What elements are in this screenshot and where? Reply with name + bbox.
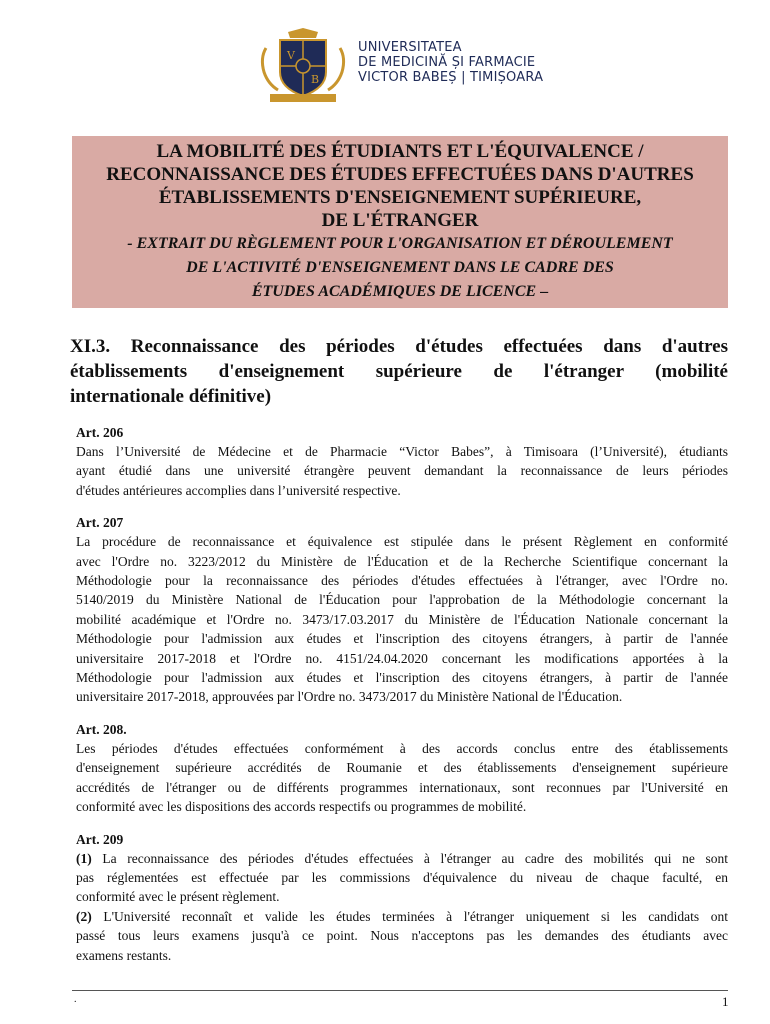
crest-letter-b: B (310, 73, 320, 86)
articles-content (76, 424, 728, 979)
logo-line: DE MEDICINĂ ȘI FARMACIE (358, 55, 536, 70)
logo-line: VICTOR BABEȘ | TIMIȘOARA (358, 70, 544, 85)
body-line: conformité avec les dispositions des accords respectifs ou programmes de mobilité. (76, 799, 527, 815)
document-subtitle (72, 232, 728, 304)
body-line: accrédités de l'étranger ou de différents programmes internationaux, sont reconnues par l'Université en (76, 779, 728, 795)
body-line: passé tous leurs examens jusqu'à ce point. Nous n'acceptons pas les demandes des étudiants avec (76, 928, 728, 944)
logo-line: UNIVERSITATEA (358, 40, 462, 55)
body-line: ayant étudié dans une université étrangère peuvent demandant la reconnaissance de leurs périodes (76, 463, 728, 479)
subtitle-line: DE L'ACTIVITÉ D'ENSEIGNEMENT DANS LE CADRE DES (186, 259, 614, 276)
title-line: ÉTABLISSEMENTS D'ENSEIGNEMENT SUPÉRIEURE, (158, 187, 642, 208)
body-line: universitaire 2017-2018 et l'Ordre no. 4151/24.04.2020 concernant les modifications apportées à la (76, 650, 728, 666)
page-number: 1 (722, 994, 729, 1009)
article-body (76, 532, 728, 707)
body-line (76, 849, 728, 868)
section-heading-line: internationale définitive) (70, 386, 272, 407)
article-heading: Art. 206 (76, 425, 124, 440)
article-heading: Art. 207 (76, 515, 124, 531)
article-body (76, 739, 728, 817)
paragraph-number: (2) (76, 908, 92, 924)
body-line: avec l'Ordre no. 3223/2012 du Ministère de l'Éducation et de la Recherche Scientifique concernant la (76, 553, 728, 569)
article-body (76, 849, 728, 965)
section-heading-line: établissements d'enseignement supérieure de l'étranger (mobilité (70, 361, 728, 382)
body-line: examens restants. (76, 947, 172, 963)
section-heading (70, 334, 728, 409)
body-text: L'Université reconnaît et valide les études terminées à l'étranger uniquement si les candidats ont (103, 908, 729, 924)
article-heading: Art. 208. (76, 721, 127, 737)
body-line: conformité avec le présent règlement. (76, 889, 280, 905)
section-heading-line: XI.3. Reconnaissance des périodes d'études effectuées dans d'autres (70, 336, 728, 357)
university-crest-icon (258, 28, 348, 104)
crest-letter-v: V (287, 49, 295, 62)
body-line: Méthodologie pour l'admission aux études et l'inscription des citoyens étrangers, à partir de l'année (76, 670, 728, 686)
body-line: pas réglementées est effectuée par les commissions d'équivalence du niveau de chaque faculté, en (76, 869, 728, 885)
body-line: 5140/2019 du Ministère National de l'Éducation pour l'approbation de la Méthodologie concernant la (76, 592, 728, 608)
body-line: Méthodologie pour l'admission aux études et l'inscription des citoyens étrangers, à partir de l'année (76, 631, 728, 647)
logo-text (358, 40, 543, 85)
article-207 (76, 514, 728, 707)
title-line: LA MOBILITÉ DES ÉTUDIANTS ET L'ÉQUIVALENCE / (156, 141, 644, 162)
paragraph-number: (1) (76, 850, 92, 866)
footer-mark: . (74, 994, 77, 1005)
body-line: d'études antérieures accomplies dans l’université respective. (76, 482, 401, 498)
body-line: Dans l’Université de Médecine et de Pharmacie “Victor Babes”, à Timisoara (l’Université), étudiants (76, 444, 728, 459)
document-title (72, 140, 728, 232)
body-line: Méthodologie pour la reconnaissance des périodes d'études effectuées à l'étranger, avec l'Ordre no. (76, 573, 728, 589)
body-line: universitaire 2017-2018, approuvées par l'Ordre no. 3473/2017 du Ministère National de l'Éducation. (76, 689, 623, 705)
university-logo (258, 28, 568, 104)
body-line: mobilité académique et l'Ordre no. 3473/17.03.2017 du Ministère de l'Éducation Nationale concernant la (76, 611, 728, 627)
article-209 (76, 831, 728, 965)
subtitle-line: ÉTUDES ACADÉMIQUES DE LICENCE – (251, 283, 549, 300)
body-line: La procédure de reconnaissance et équivalence est stipulée dans le présent Règlement en conformité (76, 534, 728, 550)
title-line: RECONNAISSANCE DES ÉTUDES EFFECTUÉES DANS D'AUTRES (106, 164, 694, 185)
footer-divider (72, 990, 728, 991)
body-text: La reconnaissance des périodes d'études effectuées à l'étranger au cadre des mobilités qui ne sont (102, 850, 728, 866)
subtitle-line: - EXTRAIT DU RÈGLEMENT POUR L'ORGANISATION ET DÉROULEMENT (127, 235, 673, 252)
article-heading: Art. 209 (76, 831, 124, 847)
document-title-box (72, 136, 728, 308)
article-208 (76, 721, 728, 817)
body-line: d'enseignement supérieure accrédités de Roumanie et des établissements d'enseignement supérieure (76, 760, 728, 776)
title-line: DE L'ÉTRANGER (321, 210, 479, 231)
body-line (76, 907, 728, 926)
article-body (76, 442, 728, 500)
article-206 (76, 424, 728, 500)
body-line: Les périodes d'études effectuées conformément à des accords conclus entre des établissements (76, 740, 728, 756)
